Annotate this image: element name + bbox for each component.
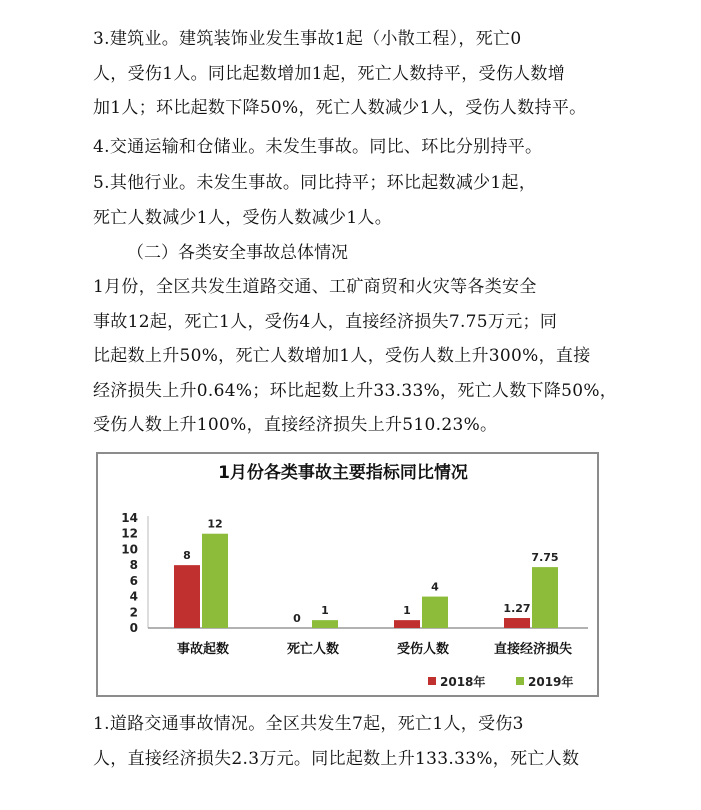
bar-2019	[312, 620, 338, 628]
text-line: 经济损失上升0.64%；环比起数上升33.33%，死亡人数下降50%，	[93, 380, 618, 401]
bar-2018	[504, 618, 530, 628]
bar-2019	[202, 534, 228, 628]
legend-swatch-2019	[516, 677, 524, 685]
category-label: 事故起数	[176, 642, 230, 657]
paragraph-overview	[93, 270, 618, 443]
data-label: 4	[431, 580, 439, 594]
text-line: 1月份，全区共发生道路交通、工矿商贸和火灾等各类安全	[93, 277, 537, 297]
paragraph-road-traffic	[93, 707, 613, 776]
data-label: 1	[321, 604, 329, 618]
text-line: 人，受伤1人。同比起数增加1起，死亡人数持平，受伤人数增	[93, 63, 566, 84]
bar-2019	[422, 597, 448, 628]
bar-2019	[532, 567, 558, 628]
y-tick-label: 6	[129, 573, 138, 588]
text-line: 5.其他行业。未发生事故。同比持平；环比起数减少1起，	[93, 173, 537, 193]
y-tick-label: 10	[121, 542, 138, 557]
y-tick-label: 12	[121, 526, 138, 541]
paragraph-construction	[93, 22, 613, 126]
section-heading: （二）各类安全事故总体情况	[127, 243, 348, 263]
text-line: 1.道路交通事故情况。全区共发生7起，死亡1人，受伤3	[93, 714, 524, 734]
legend-label-2019: 2019年	[528, 675, 574, 689]
text-line: 受伤人数上升100%，直接经济损失上升510.23%。	[93, 415, 498, 435]
text-line: 4.交通运输和仓储业。未发生事故。同比、环比分别持平。	[93, 137, 543, 157]
data-label: 7.75	[531, 551, 559, 565]
data-label: 1.27	[503, 602, 531, 616]
bar-chart	[98, 454, 597, 695]
bar-2018	[394, 620, 420, 628]
data-label: 12	[207, 517, 223, 531]
bar-2018	[174, 565, 200, 628]
y-tick-label: 8	[129, 558, 138, 573]
data-label: 0	[293, 612, 301, 625]
y-tick-label: 0	[129, 621, 138, 635]
text-line: 比起数上升50%，死亡人数增加1人，受伤人数上升300%，直接	[93, 346, 591, 366]
data-label: 1	[403, 604, 411, 618]
legend-swatch-2018	[428, 677, 436, 685]
text-line: 3.建筑业。建筑装饰业发生事故1起（小散工程），死亡0	[93, 29, 522, 49]
text-line: 人，直接经济损失2.3万元。同比起数上升133.33%，死亡人数	[93, 748, 580, 769]
category-label: 死亡人数	[286, 642, 340, 657]
y-tick-label: 4	[129, 589, 138, 604]
chart-container	[96, 452, 599, 697]
y-tick-label: 2	[129, 605, 138, 620]
category-label: 直接经济损失	[493, 642, 573, 657]
text-line: 死亡人数减少1人，受伤人数减少1人。	[93, 207, 393, 228]
text-line: 加1人；环比起数下降50%，死亡人数减少1人，受伤人数持平。	[93, 98, 587, 118]
paragraph-other-industries	[93, 166, 613, 235]
data-label: 8	[183, 549, 191, 563]
legend-label-2018: 2018年	[440, 675, 486, 689]
text-line: 事故12起，死亡1人，受伤4人，直接经济损失7.75万元；同	[93, 311, 558, 332]
paragraph-transport	[93, 130, 613, 165]
chart-title: 1月份各类事故主要指标同比情况	[218, 463, 468, 483]
category-label: 受伤人数	[396, 642, 450, 657]
y-tick-label: 14	[121, 511, 138, 525]
